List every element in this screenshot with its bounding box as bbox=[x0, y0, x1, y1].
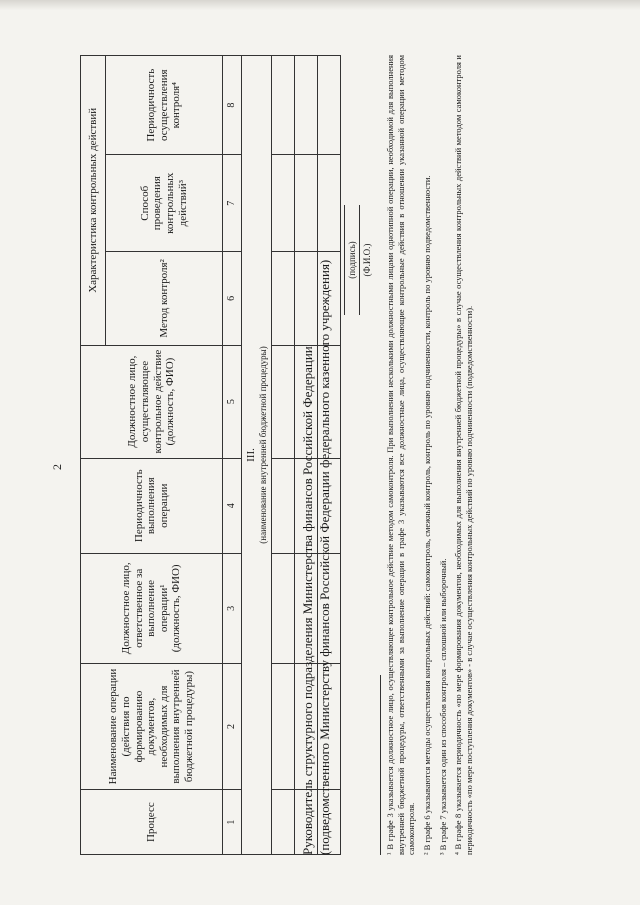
signature-fields bbox=[344, 55, 373, 315]
signature-block bbox=[300, 55, 372, 855]
footnote-1: ¹ В графе 3 указывается должностное лицо, осуществляющее контрольное действие методом самоконтроля. При выполнении несколькими должностными лицами однотипной операции, необходимой для выполнения внутренней бюджетной процедуры, ответственными за выполнение операции в графе 3 указываются все должностные лица, осуществляющие контрольные действия в отношении указанной операции методом самоконтроля. bbox=[385, 55, 417, 855]
footnote-rule bbox=[380, 675, 381, 855]
footnote-3: ³ В графе 7 указывается один из способов контроля – сплошной или выборочный. bbox=[437, 558, 448, 855]
header-method: Метод контроля² bbox=[106, 252, 223, 346]
col-number: 1 bbox=[223, 790, 242, 855]
header-way: Способ проведения контрольных действий³ bbox=[106, 155, 223, 252]
header-periodicity: Периодичность выполнения операции bbox=[81, 458, 223, 553]
col-number: 3 bbox=[223, 553, 242, 663]
name-caption: (Ф.И.О.) bbox=[359, 205, 374, 315]
footnote-4: ⁴ В графе 8 указывается периодичность «по мере формирования документов, необходимых для выполнения внутренней бюджетной процедуры» в случае осуществления контрольных действий методом самоконтроля и периодичность «по мере поступления документов» - в случае осуществления контрольных действий по уровню подчиненности (подведомственности). bbox=[453, 55, 474, 855]
section-note: (наименование внутренней бюджетной процедуры) bbox=[257, 346, 268, 544]
col-number: 2 bbox=[223, 663, 242, 790]
col-number: 4 bbox=[223, 458, 242, 553]
header-operation: Наименование операции (действия по формированию документов, необходимых для выполнения внутренней бюджетной процедуры) bbox=[81, 663, 223, 790]
col-number: 6 bbox=[223, 252, 242, 346]
header-control-periodicity: Периодичность осуществления контроля⁴ bbox=[106, 56, 223, 155]
section-row bbox=[242, 56, 272, 855]
scan-edge bbox=[0, 0, 640, 10]
signature-caption: (подпись) bbox=[344, 205, 359, 315]
header-controller: Должностное лицо, осуществляющее контрольное действие (должность, ФИО) bbox=[81, 345, 223, 458]
footnotes bbox=[380, 55, 479, 855]
section-label: III. bbox=[245, 448, 257, 462]
table-row bbox=[271, 56, 294, 855]
header-control-characteristics: Характеристика контрольных действий bbox=[81, 56, 106, 346]
header-process: Процесс bbox=[81, 790, 223, 855]
rotated-page bbox=[20, 25, 620, 885]
col-number: 8 bbox=[223, 56, 242, 155]
col-number: 7 bbox=[223, 155, 242, 252]
header-responsible: Должностное лицо, ответственное за выполнение операции¹ (должность, ФИО) bbox=[81, 553, 223, 663]
col-number: 5 bbox=[223, 345, 242, 458]
page-number: 2 bbox=[50, 464, 64, 470]
signature-line-1: Руководитель структурного подразделения Министерства финансов Российской Федерации bbox=[300, 346, 315, 855]
footnote-2: ² В графе 6 указываются методы осуществления контрольных действий: самоконтроль, смежный контроль, контроль по уровню подчиненности, контроль по уровню подведомственности. bbox=[421, 175, 432, 855]
signature-line-2: (подведомственного Министерству финансов Российской Федерации федерального казенного учреждения) bbox=[316, 259, 332, 855]
